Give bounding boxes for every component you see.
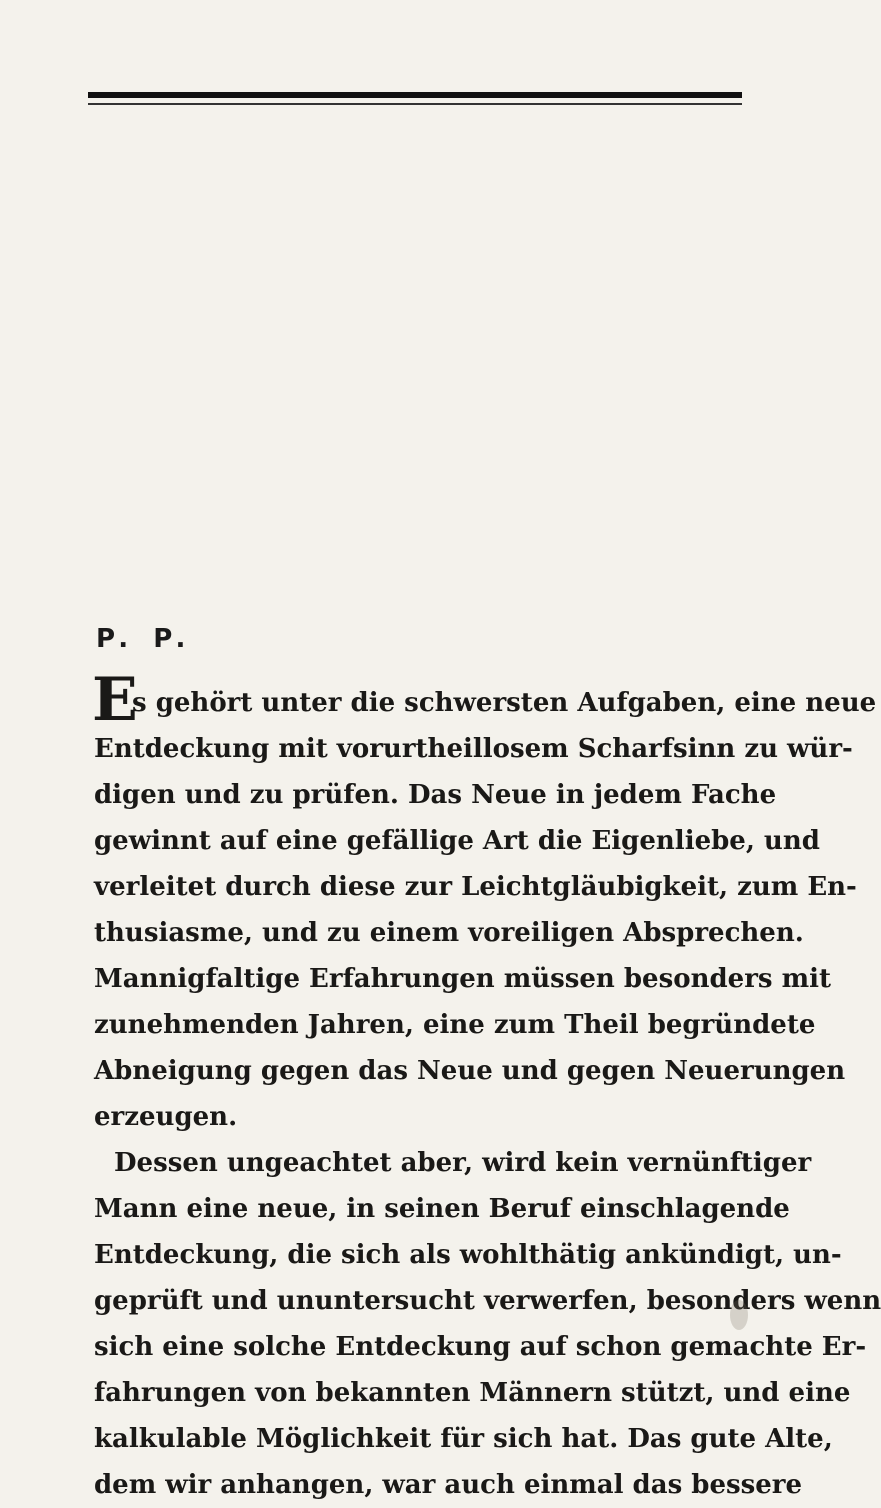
- drop-cap: E: [92, 665, 138, 735]
- top-border-rule-thin: [88, 103, 742, 105]
- text-line: dem wir anhangen, war auch einmal das bessere: [94, 1470, 803, 1500]
- text-line: gewinnt auf eine gefällige Art die Eigenliebe, und: [94, 826, 820, 856]
- text-line: erzeugen.: [94, 1102, 238, 1132]
- top-border-rule: [88, 92, 742, 98]
- body-text: [94, 680, 881, 1508]
- text-line: geprüft und ununtersucht verwerfen, besonders wenn: [94, 1286, 881, 1316]
- text-line: verleitet durch diese zur Leichtgläubigkeit, zum En-: [94, 872, 857, 902]
- text-line: Abneigung gegen das Neue und gegen Neuerungen: [94, 1056, 846, 1086]
- text-line: Dessen ungeachtet aber, wird kein vernünftiger: [114, 1148, 812, 1178]
- text-line: thusiasme, und zu einem voreiligen Absprechen.: [94, 918, 804, 948]
- text-line: digen und zu prüfen. Das Neue in jedem Fache: [94, 780, 777, 810]
- text-line: fahrungen von bekannten Männern stützt, und eine: [94, 1378, 851, 1408]
- text-line: s gehört unter die schwersten Aufgaben, eine neue: [132, 688, 877, 718]
- text-line: Entdeckung mit vorurtheillosem Scharfsinn zu wür-: [94, 734, 853, 764]
- text-line: sich eine solche Entdeckung auf schon gemachte Er-: [94, 1332, 867, 1362]
- text-line: Entdeckung, die sich als wohlthätig ankündigt, un-: [94, 1240, 842, 1270]
- text-line: Mannigfaltige Erfahrungen müssen besonders mit: [94, 964, 831, 994]
- running-head: P. P.: [96, 624, 194, 654]
- ink-smudge: [730, 1300, 748, 1330]
- text-line: kalkulable Möglichkeit für sich hat. Das gute Alte,: [94, 1424, 833, 1454]
- text-line: Mann eine neue, in seinen Beruf einschlagende: [94, 1194, 790, 1224]
- text-line: zunehmenden Jahren, eine zum Theil begründete: [94, 1010, 816, 1040]
